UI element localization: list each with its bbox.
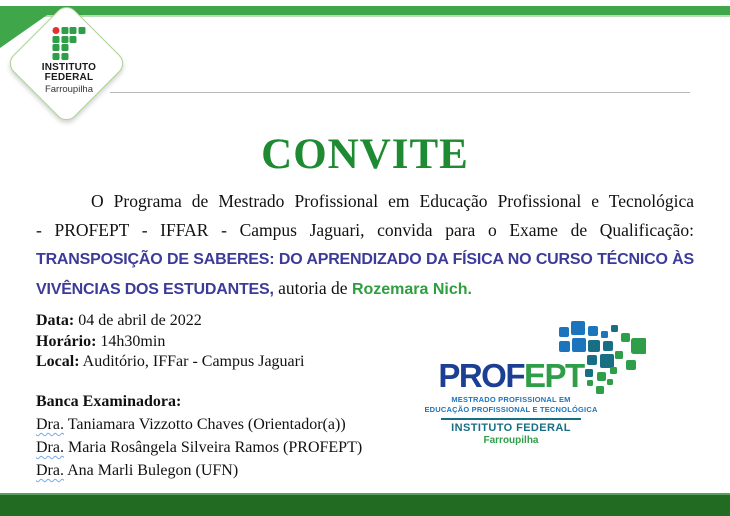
member-name: Taniamara Vizzotto Chaves (Orientador(a)) — [63, 416, 346, 433]
brazil-map-icon — [556, 316, 646, 396]
time-value: 14h30min — [96, 332, 166, 350]
paragraph-line-1: O Programa de Mestrado Profissional em Educação Profissional e Tecnológica — [91, 191, 694, 211]
member-name: Ana Marli Bulegon (UFN) — [63, 462, 239, 479]
badge-institute-word2: FEDERAL — [44, 72, 94, 84]
if-logo-icon — [53, 27, 86, 60]
event-details — [36, 311, 304, 373]
member-name: Maria Rosângela Silveira Ramos (PROFEPT) — [63, 439, 363, 456]
thesis-title-end: VIVÊNCIAS DOS ESTUDANTES, — [36, 281, 274, 298]
paragraph-line-2: - PROFEPT - IFFAR - Campus Jaguari, convida para o Exame de Qualificação: — [36, 220, 694, 240]
authorship-text: autoria de — [273, 278, 352, 298]
thesis-title-line-2 — [36, 274, 694, 304]
event-location — [36, 352, 304, 373]
profept-institute-name: INSTITUTO FEDERAL — [451, 422, 571, 434]
profept-wordmark-prof: PROF — [438, 357, 524, 394]
event-date — [36, 311, 304, 332]
page-title: CONVITE — [261, 131, 469, 178]
member-title: Dra. — [36, 462, 64, 479]
header-divider-line — [110, 92, 690, 93]
committee-member — [36, 413, 362, 436]
committee-member — [36, 459, 362, 482]
profept-campus-name: Farroupilha — [483, 435, 539, 446]
committee-heading: Banca Examinadora: — [36, 393, 182, 410]
location-value: Auditório, IFFar - Campus Jaguari — [79, 353, 305, 370]
bottom-green-bar — [0, 493, 730, 516]
member-title: Dra. — [36, 416, 64, 433]
event-time — [36, 332, 304, 353]
thesis-title-line-1: TRANSPOSIÇÃO DE SABERES: DO APRENDIZADO DA FÍSICA NO CURSO TÉCNICO ÀS — [36, 251, 694, 268]
profept-subtitle-line-1: MESTRADO PROFISSIONAL EM — [451, 395, 571, 404]
committee-member — [36, 436, 362, 459]
member-title: Dra. — [36, 439, 64, 456]
if-farroupilha-badge-content — [26, 15, 111, 107]
badge-institute-word1: INSTITUTO — [41, 61, 97, 73]
location-label: Local: — [36, 353, 80, 370]
badge-campus-name: Farroupilha — [44, 83, 94, 95]
examining-committee — [36, 391, 362, 482]
time-label: Horário: — [36, 332, 97, 350]
profept-subtitle-line-2: EDUCAÇÃO PROFISSIONAL E TECNOLÓGICA — [424, 405, 598, 414]
date-label: Data: — [36, 312, 75, 329]
profept-divider-line — [441, 418, 581, 420]
profept-wordmark-ept: EPT — [523, 357, 584, 394]
author-name: Rozemara Nich. — [351, 281, 472, 298]
date-value: 04 de abril de 2022 — [74, 312, 202, 329]
invitation-paragraph — [36, 187, 694, 304]
